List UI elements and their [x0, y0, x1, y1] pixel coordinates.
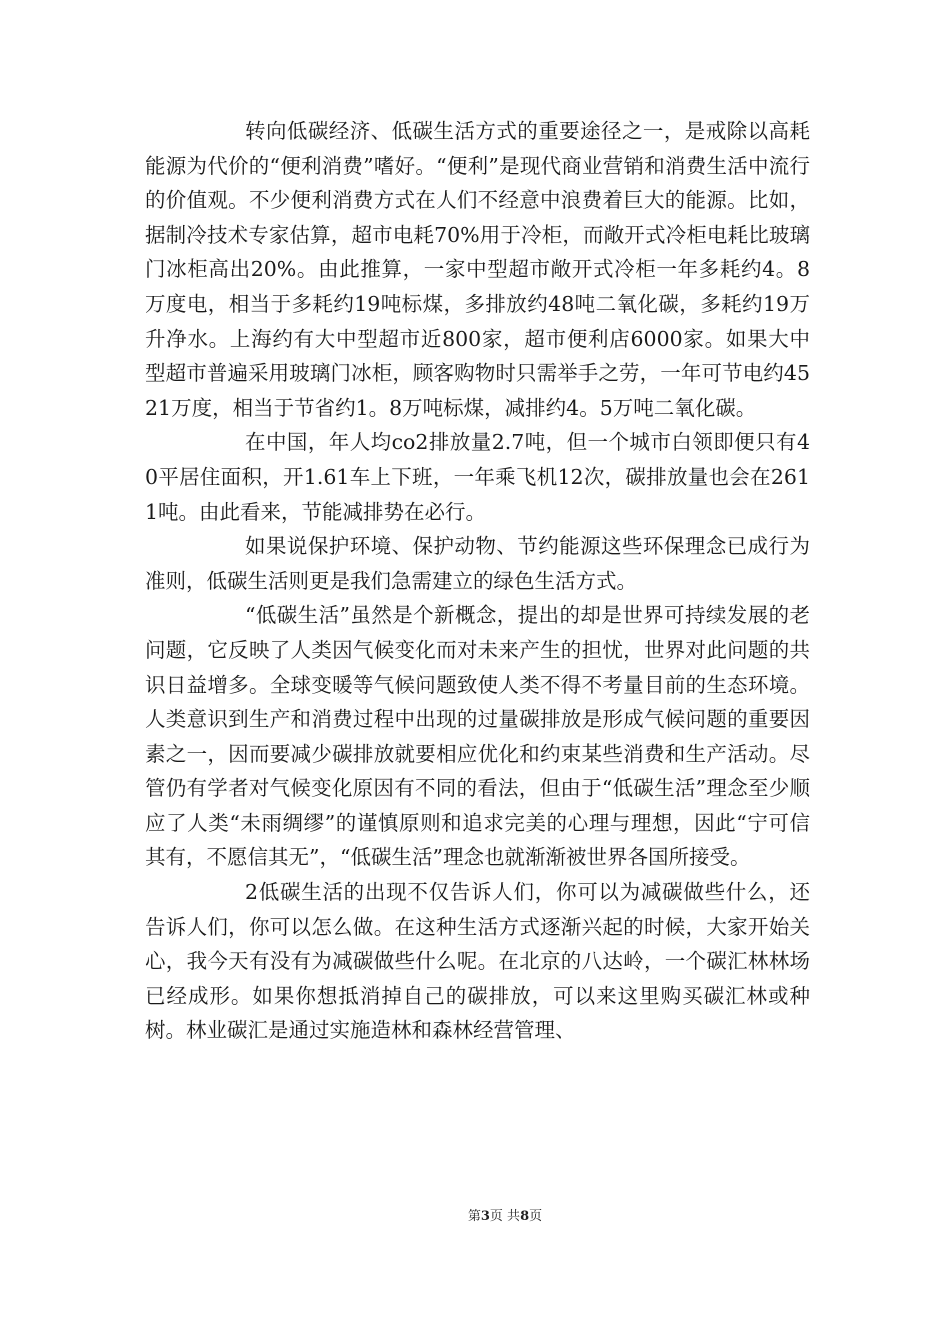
- paragraph-1: 转向低碳经济、低碳生活方式的重要途径之一，是戒除以高耗能源为代价的“便利消费”嗜好。“便利”是现代商业营销和消费生活中流行的价值观。不少便利消费方式在人们不经意中浪费着巨大的能源。比如，据制冷技术专家估算，超市电耗70%用于冷柜，而敞开式冷柜电耗比玻璃门冰柜高出20%。由此推算，一家中型超市敞开式冷柜一年多耗约4。8万度电，相当于多耗约19吨标煤，多排放约48吨二氧化碳，多耗约19万升净水。上海约有大中型超市近800家，超市便利店6000家。如果大中型超市普遍采用玻璃门冰柜，顾客购物时只需举手之劳，一年可节电约4521万度，相当于节省约1。8万吨标煤，减排约4。5万吨二氧化碳。: [145, 119, 810, 420]
- paragraph-3: 如果说保护环境、保护动物、节约能源这些环保理念已成行为准则，低碳生活则更是我们急需建立的绿色生活方式。: [145, 534, 810, 593]
- current-page-number: 3: [480, 1209, 490, 1224]
- document-body: [145, 114, 810, 1048]
- paragraph-2: 在中国，年人均co2排放量2.7吨，但一个城市白领即便只有40平居住面积，开1.61车上下班，一年乘飞机12次，碳排放量也会在2611吨。由此看来，节能减排势在必行。: [145, 430, 810, 524]
- footer-middle: 页 共: [489, 1209, 521, 1224]
- footer-prefix: 第: [467, 1209, 481, 1224]
- paragraph-4: “低碳生活”虽然是个新概念，提出的却是世界可持续发展的老问题，它反映了人类因气候变化而对未来产生的担忧，世界对此问题的共识日益增多。全球变暖等气候问题致使人类不得不考量目前的生态环境。人类意识到生产和消费过程中出现的过量碳排放是形成气候问题的重要因素之一，因而要减少碳排放就要相应优化和约束某些消费和生产活动。尽管仍有学者对气候变化原因有不同的看法，但由于“低碳生活”理念至少顺应了人类“未雨绸缪”的谨慎原则和追求完美的心理与理想，因此“宁可信其有，不愿信其无”，“低碳生活”理念也就渐渐被世界各国所接受。: [145, 603, 810, 870]
- paragraph-5: 2低碳生活的出现不仅告诉人们，你可以为减碳做些什么，还告诉人们，你可以怎么做。在这种生活方式逐渐兴起的时候，大家开始关心，我今天有没有为减碳做些什么呢。在北京的八达岭，一个碳汇林林场已经成形。如果你想抵消掉自己的碳排放，可以来这里购买碳汇林或种树。林业碳汇是通过实施造林和森林经营管理、: [145, 880, 810, 1043]
- footer-suffix: 页: [529, 1209, 543, 1224]
- page-footer: [0, 1205, 950, 1224]
- total-pages-number: 8: [520, 1209, 530, 1224]
